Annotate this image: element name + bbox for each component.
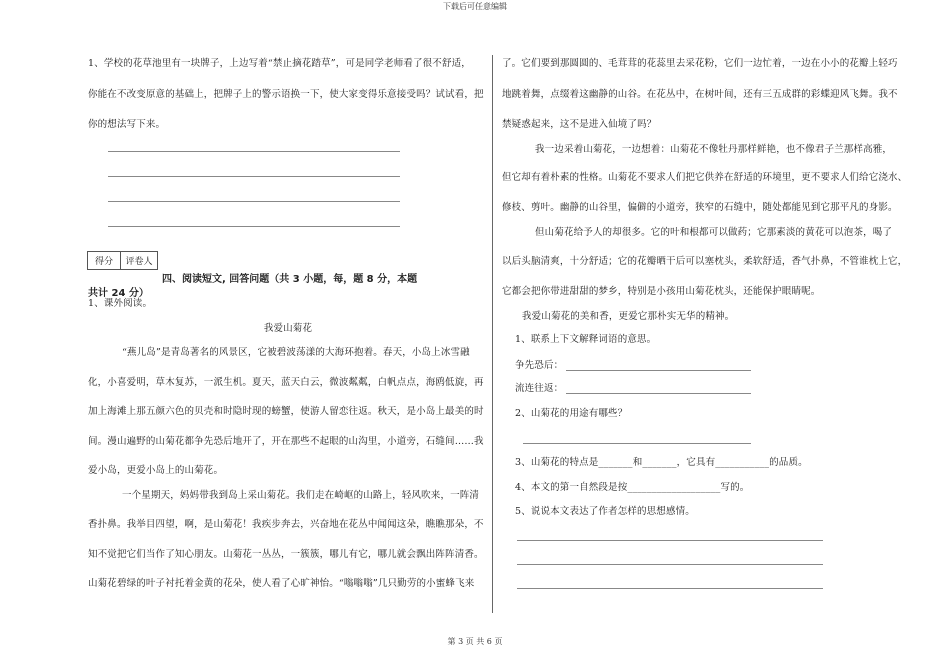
answer-line[interactable] [108, 176, 400, 177]
score-label: 得分 [88, 252, 121, 270]
passage-line: 但它却有着朴素的性格。山菊花不要求人们把它供养在舒适的环境里，更不要求人们给它浇水、 [502, 172, 908, 183]
passage-line: 一个星期天，妈妈带我到岛上采山菊花。我们走在崎岖的山路上，轻风吹来，一阵清 [122, 490, 480, 501]
word-2-label: 流连往返： [515, 383, 564, 394]
answer-line[interactable] [108, 151, 400, 152]
page-header: 下载后可任意编辑 [443, 2, 507, 11]
question-4: 4、本文的第一自然段是按___________________写的。 [515, 482, 750, 493]
passage-line: 爱小岛，更爱小岛上的山菊花。 [88, 465, 224, 476]
passage-line: 化，小喜爱明，草木复苏，一派生机。夏天，蓝天白云，微波粼粼，白帆点点，海鸥低旋，再 [88, 377, 484, 388]
passage-line: 禁疑惑起来，这不是进入仙境了吗？ [502, 119, 657, 130]
question-5-answer-line[interactable] [517, 540, 823, 541]
question-3: 3、山菊花的特点是_______和_______，它具有___________的品质。 [515, 457, 808, 468]
passage-line: 香扑鼻。我举目四望，啊，是山菊花！我疾步奔去，兴奋地在花丛中闻闻这朵，瞧瞧那朵，不 [88, 519, 484, 530]
question-2-answer-line[interactable] [523, 443, 751, 444]
passage-line: 知不觉把它们当作了知心朋友。山菊花一丛丛，一簇簇，哪儿有它，哪儿就会飘出阵阵清香。 [88, 549, 484, 560]
section-title-cont: 共计 24 分） [88, 288, 149, 299]
passage-line: “燕儿岛”是青岛著名的风景区，它被碧波荡漾的大海环抱着。春天，小岛上冰雪融 [122, 347, 470, 358]
question-5-answer-line[interactable] [517, 588, 823, 589]
page-footer: 第 3 页 共 6 页 [447, 637, 503, 646]
section-title: 四、阅读短文, 回答问题（共 3 小题，每，题 8 分，本题 [162, 274, 418, 285]
passage-line: 间。漫山遍野的山菊花都争先恐后地开了，开在那些不起眼的山沟里，小道旁，石缝间……我 [88, 436, 484, 447]
passage-line: 了。它们要到那圆圆的、毛茸茸的花蕊里去采花粉，它们一边忙着，一边在小小的花瓣上轻巧 [502, 58, 898, 69]
question-1-line-3: 你的想法写下来。 [88, 119, 166, 130]
question-2: 2、山菊花的用途有哪些？ [515, 408, 628, 419]
reviewer-label: 评卷人 [121, 252, 158, 270]
passage-line: 它都会把你带进甜甜的梦乡，特别是小孩用山菊花枕头，还能保护眼睛呢。 [502, 286, 821, 297]
question-1: 1、联系上下文解释词语的意思。 [515, 334, 657, 345]
answer-line[interactable] [108, 226, 400, 227]
passage-line: 地跳着舞，点缀着这幽静的山谷。在花丛中，在树叶间，还有三五成群的彩蝶迎风飞舞。我不 [502, 89, 898, 100]
answer-line[interactable] [108, 201, 400, 202]
score-box [87, 251, 158, 270]
passage-line: 我一边采着山菊花，一边想着：山菊花不像牡丹那样鲜艳，也不像君子兰那样高雅， [535, 144, 893, 155]
passage-line: 山菊花碧绿的叶子衬托着金黄的花朵，使人看了心旷神怡。“嗡嗡嗡”几只勤劳的小蜜蜂飞来 [88, 578, 475, 589]
word-1-label: 争先恐后： [515, 360, 564, 371]
sub-heading: 1、课外阅读。 [88, 298, 153, 309]
passage-line: 我爱山菊花的美和香，更爱它那朴实无华的精神。 [522, 311, 735, 322]
passage-line: 加上海滩上那五颜六色的贝壳和时隐时现的螃蟹，使游人留恋往返。秋天，是小岛上最美的时 [88, 406, 484, 417]
question-1-line-2: 你能在不改变原意的基础上，把牌子上的警示语换一下，使大家变得乐意接受吗？试试看，把 [88, 89, 484, 100]
question-1-line-1: 1、学校的花草池里有一块牌子，上边写着“禁止摘花踏草”，可是同学老师看了很不舒适， [88, 58, 471, 69]
passage-line: 但山菊花给予人的却很多。它的叶和根都可以做药；它那素淡的黄花可以泡茶，喝了 [535, 227, 893, 238]
passage-title: 我爱山菊花 [263, 323, 313, 334]
word-2-answer-line[interactable] [566, 393, 751, 394]
question-5-answer-line[interactable] [517, 564, 823, 565]
passage-line: 修枝、剪叶。幽静的山谷里，偏僻的小道旁，狭窄的石缝中，随处都能见到它那平凡的身影。 [502, 202, 898, 213]
question-5: 5、说说本文表达了作者怎样的思想感情。 [515, 506, 695, 517]
column-divider [492, 55, 493, 613]
word-1-answer-line[interactable] [566, 370, 751, 371]
passage-line: 以后头脑清爽，十分舒适；它的花瓣晒干后可以塞枕头，柔软舒适，香气扑鼻，不管谁枕上它， [502, 256, 908, 267]
